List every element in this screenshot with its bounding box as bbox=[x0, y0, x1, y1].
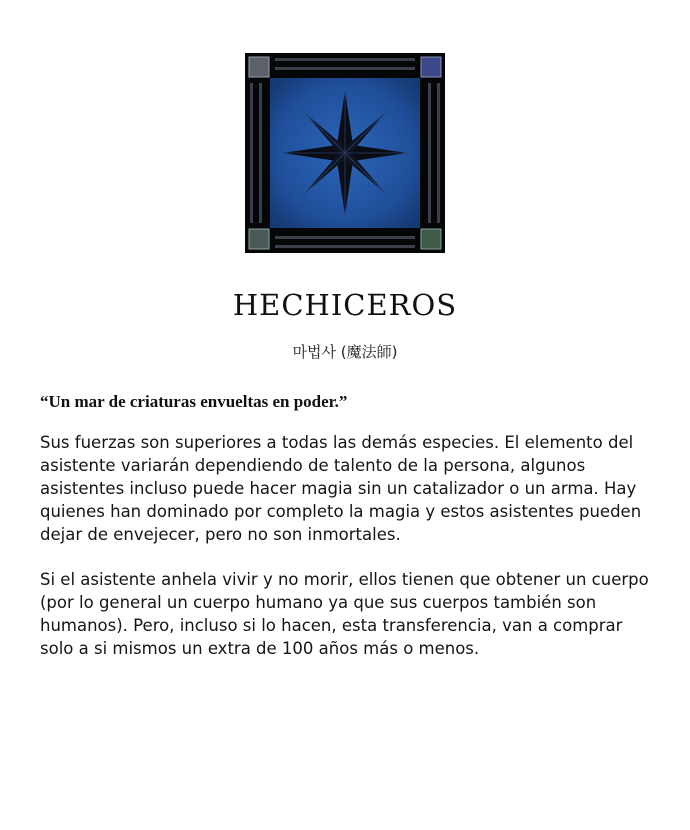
eight-pointed-star-icon bbox=[245, 53, 445, 253]
paragraph-1: Sus fuerzas son superiores a todas las demás especies. El elemento del asistente variarán dependiendo de talento de la persona, algunos asistentes incluso puede hacer magia sin un catalizador o un arma. Hay quienes han dominado por completo la magia y estos asistentes pueden dejar de envejecer, pero no son inmortales. bbox=[40, 433, 642, 544]
quote-line: “Un mar de criaturas envueltas en poder.” bbox=[40, 392, 348, 411]
paragraph-2: Si el asistente anhela vivir y no morir, ellos tienen que obtener un cuerpo (por lo general un cuerpo humano ya que sus cuerpos también son humanos). Pero, incluso si lo hacen, esta transferencia, van a comprar solo a si mismos un extra de 100 años más o menos. bbox=[40, 570, 649, 658]
emblem-badge bbox=[245, 53, 445, 253]
page-subtitle: 마법사 (魔法師) bbox=[292, 343, 398, 361]
page-title: HECHICEROS bbox=[232, 288, 458, 322]
